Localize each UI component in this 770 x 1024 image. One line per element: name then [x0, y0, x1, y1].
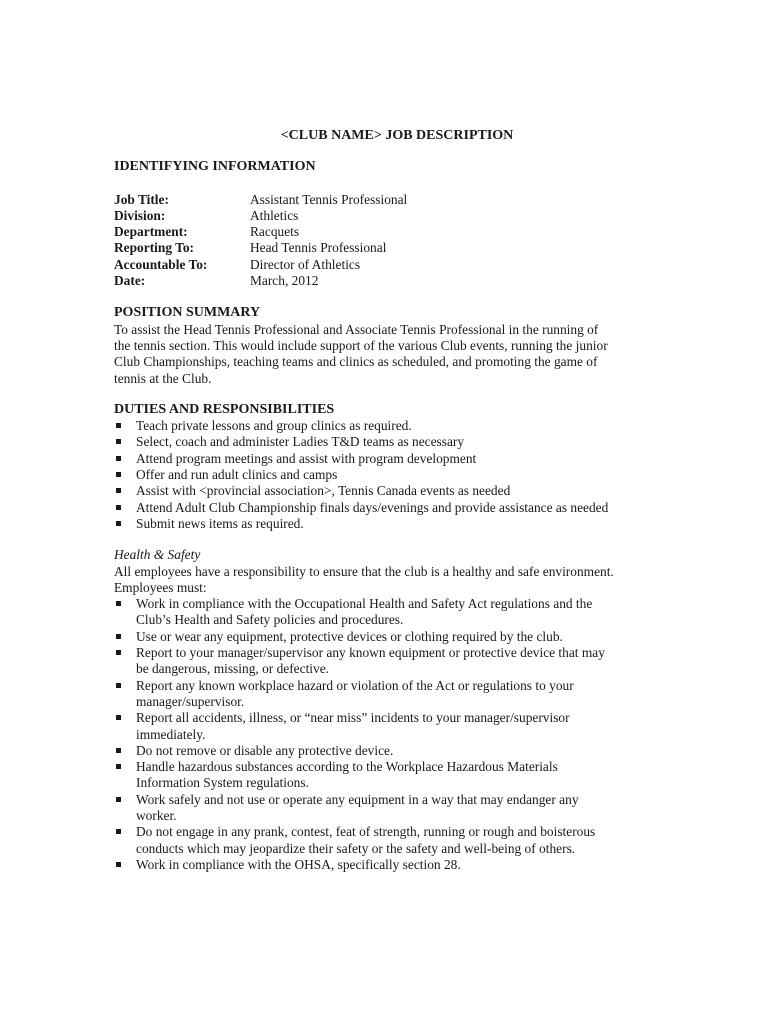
info-label: Job Title:: [114, 191, 169, 207]
hs-line: Handle hazardous substances according to the Workplace Hazardous Materials: [136, 759, 558, 775]
duty-line: Teach private lessons and group clinics as required.: [136, 418, 412, 434]
hs-line: Club’s Health and Safety policies and procedures.: [136, 612, 404, 628]
hs-line: be dangerous, missing, or defective.: [136, 661, 329, 677]
identifying-table: [114, 192, 662, 290]
info-value: Racquets: [250, 224, 300, 240]
info-value: Assistant Tennis Professional: [250, 191, 408, 207]
hs-line: Work in compliance with the OHSA, specifically section 28.: [136, 856, 461, 872]
document-title: <CLUB NAME> JOB DESCRIPTION: [280, 128, 514, 143]
hs-item: [114, 645, 662, 678]
info-value: Athletics: [250, 207, 299, 223]
health-safety-heading: Health & Safety: [114, 547, 201, 563]
hs-line: Information System regulations.: [136, 775, 309, 791]
hs-item: [114, 629, 662, 645]
duty-line: Offer and run adult clinics and camps: [136, 467, 338, 483]
info-value: March, 2012: [250, 273, 319, 289]
hs-item: [114, 857, 662, 873]
hs-item: [114, 792, 662, 825]
info-row-division: [114, 208, 662, 224]
info-row-department: [114, 224, 662, 240]
hs-item: [114, 824, 662, 857]
hs-line: immediately.: [136, 726, 206, 742]
info-row-reporting-to: [114, 240, 662, 256]
duty-line: Submit news items as required.: [136, 515, 304, 531]
info-row-accountable-to: [114, 257, 662, 273]
duty-item: [114, 500, 662, 516]
info-label: Date:: [114, 273, 146, 289]
duty-item: [114, 451, 662, 467]
hs-line: Report to your manager/supervisor any known equipment or protective device that may: [136, 645, 605, 661]
intro-line: All employees have a responsibility to ensure that the club is a healthy and safe environment.: [114, 563, 614, 579]
position-summary-text: [114, 322, 662, 387]
info-label: Reporting To:: [114, 240, 194, 256]
duty-item: [114, 483, 662, 499]
info-label: Division:: [114, 207, 166, 223]
duty-line: Attend Adult Club Championship finals days/evenings and provide assistance as needed: [136, 499, 609, 515]
info-value: Head Tennis Professional: [250, 240, 387, 256]
hs-line: manager/supervisor.: [136, 693, 245, 709]
duty-line: Attend program meetings and assist with program development: [136, 450, 477, 466]
duty-item: [114, 467, 662, 483]
hs-item: [114, 710, 662, 743]
duty-item: [114, 516, 662, 532]
hs-item: [114, 743, 662, 759]
hs-line: Work in compliance with the Occupational Health and Safety Act regulations and the: [136, 596, 593, 612]
hs-item: [114, 596, 662, 629]
identifying-heading: IDENTIFYING INFORMATION: [114, 159, 316, 175]
info-value: Director of Athletics: [250, 256, 361, 272]
intro-line: Employees must:: [114, 579, 207, 595]
hs-item: [114, 759, 662, 792]
duty-line: Select, coach and administer Ladies T&D teams as necessary: [136, 434, 465, 450]
duties-heading: DUTIES AND RESPONSIBILITIES: [114, 401, 335, 417]
hs-line: Work safely and not use or operate any equipment in a way that may endanger any: [136, 791, 579, 807]
summary-line: Club Championships, teaching teams and clinics as scheduled, and promoting the game of: [114, 354, 598, 370]
position-summary-heading: POSITION SUMMARY: [114, 305, 261, 321]
info-row-job-title: [114, 192, 662, 208]
info-row-date: [114, 273, 662, 289]
duty-item: [114, 418, 662, 434]
hs-line: Do not engage in any prank, contest, feat of strength, running or rough and boisterous: [136, 824, 596, 840]
summary-line: tennis at the Club.: [114, 370, 212, 386]
document-body: [114, 128, 662, 873]
hs-line: Report all accidents, illness, or “near miss” incidents to your manager/supervisor: [136, 710, 570, 726]
hs-line: Report any known workplace hazard or violation of the Act or regulations to your: [136, 677, 574, 693]
summary-line: the tennis section. This would include support of the various Club events, running the junior: [114, 337, 608, 353]
duty-line: Assist with <provincial association>, Tennis Canada events as needed: [136, 483, 511, 499]
hs-line: worker.: [136, 807, 177, 823]
hs-line: Do not remove or disable any protective device.: [136, 742, 394, 758]
hs-item: [114, 678, 662, 711]
hs-line: Use or wear any equipment, protective devices or clothing required by the club.: [136, 628, 563, 644]
health-safety-intro: [114, 564, 662, 597]
info-label: Accountable To:: [114, 256, 208, 272]
hs-line: conducts which may jeopardize their safety or the safety and well-being of others.: [136, 840, 576, 856]
info-label: Department:: [114, 224, 188, 240]
duties-list: [114, 418, 662, 532]
summary-line: To assist the Head Tennis Professional and Associate Tennis Professional in the running of: [114, 321, 599, 337]
health-safety-list: [114, 596, 662, 873]
duty-item: [114, 434, 662, 450]
